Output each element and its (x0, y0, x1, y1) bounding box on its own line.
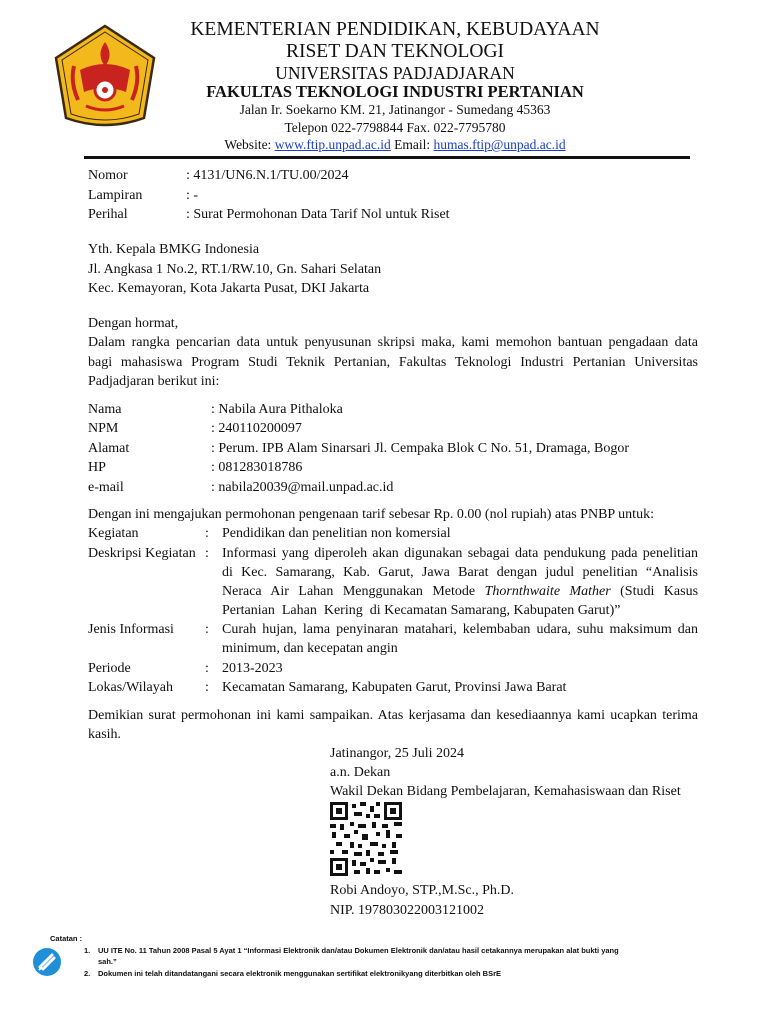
periode-colon: : (205, 661, 209, 676)
website-label: Website: (224, 137, 272, 152)
lokasi-value: Kecamatan Samarang, Kabupaten Garut, Provinsi Jawa Barat (222, 680, 567, 695)
meta-label-perihal: Perihal (88, 207, 128, 222)
student-value-npm: : 240110200097 (211, 421, 302, 436)
deskripsi-line: Informasi yang diperoleh akan digunakan sebagai data pendukung pada penelitian (222, 546, 698, 561)
note-number: 1. (84, 946, 91, 955)
meta-label-lampiran: Lampiran (88, 188, 143, 203)
jenis-colon: : (205, 622, 209, 637)
intro-line: Dalam rangka pencarian data untuk penyusunan skripsi maka, kami memohon bantuan pengadaan data (88, 335, 698, 350)
note-1-text: UU ITE No. 11 Tahun 2008 Pasal 5 Ayat 1 “Informasi Elektronik dan/atau Dokumen Elektronik dan/atau hasil cetakannya merupakan alat bukti yang (98, 946, 619, 955)
student-value-alamat: : Perum. IPB Alam Sinarsari Jl. Cempaka Blok C No. 51, Dramaga, Bogor (211, 441, 630, 456)
recipient-line: Jl. Angkasa 1 No.2, RT.1/RW.10, Gn. Sahari Selatan (88, 262, 382, 277)
website-link[interactable]: www.ftip.unpad.ac.id (274, 137, 391, 152)
deskripsi-line: Pertanian Lahan Kering di Kecamatan Samarang, Kabupaten Garut)” (222, 603, 621, 618)
signature-position: Wakil Dekan Bidang Pembelajaran, Kemahasiswaan dan Riset (330, 784, 681, 799)
faculty-name: FAKULTAS TEKNOLOGI INDUSTRI PERTANIAN (206, 82, 584, 101)
kegiatan-value: Pendidikan dan penelitian non komersial (222, 526, 451, 541)
deskripsi-line3-a: Neraca Air Lahan Menggunakan Metode (222, 584, 476, 599)
deskripsi-line3-b: (Studi Kasus (620, 584, 699, 599)
deskripsi-line: di Kec. Samarang, Kab. Garut, Jawa Barat dengan judul penelitian “Analisis (222, 565, 698, 580)
meta-value-lampiran: : - (186, 188, 199, 203)
email-label: Email: (394, 137, 431, 152)
note-2-text: Dokumen ini telah ditandatangani secara elektronik menggunakan sertifikat elektronikyang diterbitkan oleh BSrE (98, 969, 502, 978)
university-logo (50, 22, 160, 134)
recipient-line: Kec. Kemayoran, Kota Jakarta Pusat, DKI Jakarta (88, 281, 370, 296)
request-intro: Dengan ini mengajukan permohonan pengenaan tarif sebesar Rp. 0.00 (nol rupiah) atas PNBP untuk: (88, 507, 654, 522)
kegiatan-colon: : (205, 526, 209, 541)
university-name: UNIVERSITAS PADJADJARAN (275, 63, 515, 83)
header-divider (84, 156, 690, 159)
deskripsi-line (222, 582, 698, 601)
meta-value-nomor: : 4131/UN6.N.1/TU.00/2024 (186, 168, 349, 183)
email-link[interactable]: humas.ftip@unpad.ac.id (433, 137, 566, 152)
signature-on-behalf: a.n. Dekan (330, 765, 391, 780)
meta-value-perihal: : Surat Permohonan Data Tarif Nol untuk Riset (186, 207, 450, 222)
signature-qr-code (330, 802, 402, 876)
signature-nip: NIP. 197803022003121002 (330, 903, 485, 918)
faculty-phone: Telepon 022-7798844 Fax. 022-7795780 (284, 120, 506, 135)
periode-label: Periode (88, 661, 131, 676)
periode-value: 2013-2023 (222, 661, 283, 676)
signature-name: Robi Andoyo, STP.,M.Sc., Ph.D. (330, 883, 514, 898)
note-1-text-cont: sah.” (98, 957, 117, 966)
jenis-line: minimum, dan kecepatan angin (222, 641, 398, 656)
intro-line: Padjadjaran berikut ini: (88, 374, 220, 389)
intro-line: bagi mahasiswa Program Studi Teknik Pertanian, Fakultas Teknologi Industri Pertanian Universitas (88, 355, 698, 370)
student-label-npm: NPM (88, 421, 119, 436)
jenis-line: Curah hujan, lama penyinaran matahari, kelembaban udara, suhu maksimum dan (222, 622, 698, 637)
note-number: 2. (84, 969, 91, 978)
kegiatan-label: Kegiatan (88, 526, 139, 541)
faculty-address: Jalan Ir. Soekarno KM. 21, Jatinangor - Sumedang 45363 (239, 102, 551, 117)
meta-label-nomor: Nomor (88, 168, 128, 183)
student-value-nama: : Nabila Aura Pithaloka (211, 402, 343, 417)
lokasi-colon: : (205, 680, 209, 695)
ministry-line2: RISET DAN TEKNOLOGI (285, 41, 505, 62)
closing-line: Demikian surat permohonan ini kami sampaikan. Atas kerjasama dan kesediaannya kami ucapkan terima (88, 708, 698, 723)
signature-place-date: Jatinangor, 25 Juli 2024 (330, 746, 464, 761)
student-value-email: : nabila20039@mail.unpad.ac.id (211, 480, 394, 495)
deskripsi-label: Deskripsi Kegiatan (88, 546, 196, 561)
bsre-logo-icon (32, 947, 62, 977)
deskripsi-colon: : (205, 546, 209, 561)
student-label-alamat: Alamat (88, 441, 130, 456)
closing-line: kasih. (88, 727, 122, 742)
student-label-nama: Nama (88, 402, 122, 417)
student-label-email: e-mail (88, 480, 124, 495)
lokasi-label: Lokas/Wilayah (88, 680, 173, 695)
greeting: Dengan hormat, (88, 316, 179, 331)
student-value-hp: : 081283018786 (211, 460, 303, 475)
notes-title: Catatan : (50, 934, 83, 943)
method-name: Thornthwaite Mather (484, 584, 611, 599)
recipient-line: Yth. Kepala BMKG Indonesia (88, 242, 260, 257)
ministry-line1: KEMENTERIAN PENDIDIKAN, KEBUDAYAAN (190, 19, 600, 40)
jenis-label: Jenis Informasi (88, 622, 174, 637)
student-label-hp: HP (88, 460, 106, 475)
faculty-contact (170, 136, 620, 154)
